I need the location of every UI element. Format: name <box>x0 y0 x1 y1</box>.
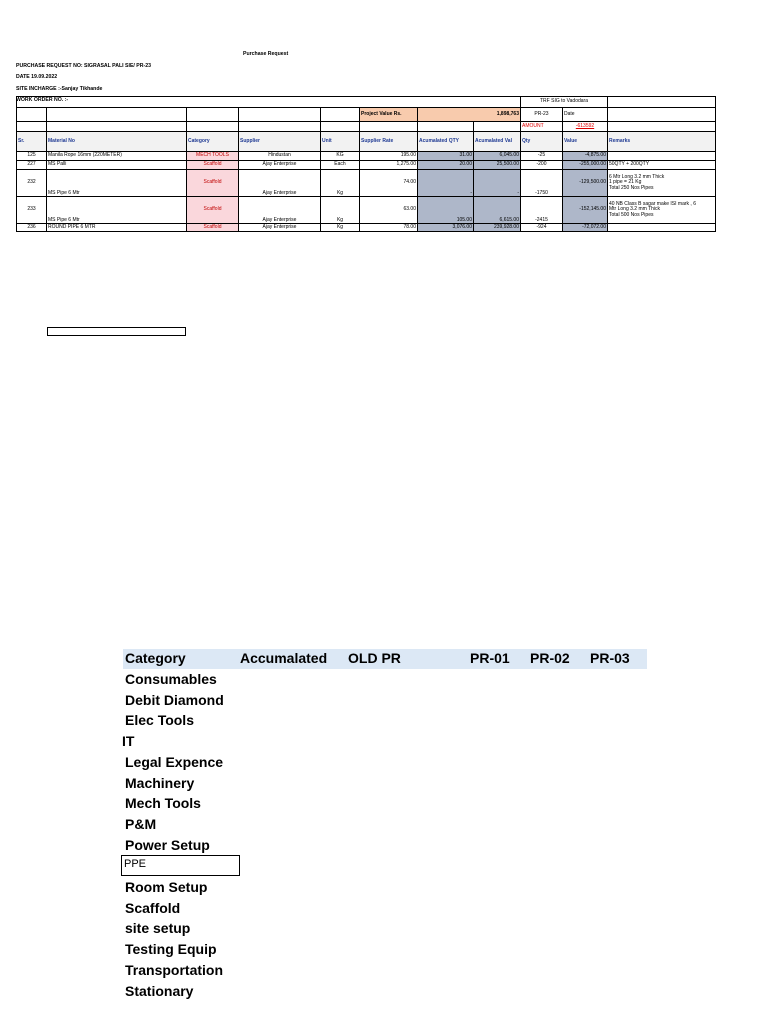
category-item: Stationary <box>125 983 194 999</box>
cell-acc-val: 6,615.00 <box>474 197 521 224</box>
cell-material: MS Pipe 6 Mtr <box>47 197 187 224</box>
col-header: Remarks <box>608 132 716 152</box>
cell-qty: -1750 <box>521 170 563 197</box>
cell-category: Scaffold <box>187 224 239 232</box>
cell-rate: 1,275.00 <box>360 161 418 170</box>
cell-sr: 227 <box>17 161 47 170</box>
cell-rate: 74.00 <box>360 170 418 197</box>
cell-category: MECH TOOLS <box>187 152 239 161</box>
col-header: Acumalated QTY <box>418 132 474 152</box>
cell-supplier: Ajay Enterprise <box>239 224 321 232</box>
category-item: IT <box>122 733 135 749</box>
category-item: Room Setup <box>125 879 208 895</box>
pr-02-header: PR-02 <box>530 650 570 666</box>
cell-acc-val: 239,928.00 <box>474 224 521 232</box>
column-header-row <box>17 132 716 152</box>
work-order-number: WORK ORDER NO. :- <box>16 97 69 103</box>
category-item: Legal Expence <box>125 754 224 770</box>
category-item: Consumables <box>125 671 217 687</box>
amount-label: AMOUNT <box>521 122 563 132</box>
cell-qty: -2415 <box>521 197 563 224</box>
remark-line: Total 250 Nos Pipes <box>609 184 654 191</box>
cell-value: -255,000.00 <box>563 161 608 170</box>
summary-row-project-value <box>17 108 716 122</box>
cell-supplier: Hindustan <box>239 152 321 161</box>
cell-acc-qty: 20.00 <box>418 161 474 170</box>
category-item: Mech Tools <box>125 795 201 811</box>
purchase-request-table <box>16 96 716 232</box>
cell-unit: Kg <box>321 170 360 197</box>
cell-sr: 236 <box>17 224 47 232</box>
table-row <box>17 152 716 161</box>
summary-row-amount <box>17 122 716 132</box>
cell-material: MS Palli <box>47 161 187 170</box>
cell-acc-qty: - <box>418 170 474 197</box>
category-header: Category <box>125 650 186 666</box>
cell-material: Manila Rope 16mm (220METER) <box>47 152 187 161</box>
cell-rate: 195.00 <box>360 152 418 161</box>
col-header: Qty <box>521 132 563 152</box>
page-title: Purchase Request <box>243 51 289 57</box>
pr-03-header: PR-03 <box>590 650 630 666</box>
cell-rate: 78.00 <box>360 224 418 232</box>
accumalated-header: Accumalated <box>240 650 328 666</box>
col-header: Supplier Rate <box>360 132 418 152</box>
cell-material: ROUND PIPE 6 MTR <box>47 224 187 232</box>
cell-remarks <box>608 224 716 232</box>
cell-unit: KG <box>321 152 360 161</box>
cell-qty: -924 <box>521 224 563 232</box>
remark-line: Total 500 Nos Pipes <box>609 211 654 218</box>
cell-acc-val: 6,045.00 <box>474 152 521 161</box>
remark-line: Mtr Long 3.2 mm Thick <box>609 206 661 213</box>
table-row <box>17 161 716 170</box>
category-item: Testing Equip <box>125 941 217 957</box>
remark-line: 6 Mtr Long 3.2 mm Thick <box>609 174 665 181</box>
cell-sr: 232 <box>17 170 47 197</box>
cell-acc-qty: 3,076.00 <box>418 224 474 232</box>
category-item: Debit Diamond <box>125 692 224 708</box>
cell-unit: Kg <box>321 224 360 232</box>
trf-cell: TRF SIG to Vadodara <box>521 97 608 108</box>
col-header: Unit <box>321 132 360 152</box>
cell-remarks: 50QTY + 200QTY <box>608 161 716 170</box>
cell-supplier: Ajay Enterprise <box>239 161 321 170</box>
site-incharge: SITE INCHARGE :-Sanjay Tikhande <box>16 86 103 92</box>
category-item: Elec Tools <box>125 712 194 728</box>
cell-remarks <box>608 170 716 197</box>
col-header: Acumalated Val <box>474 132 521 152</box>
cell-unit: Each <box>321 161 360 170</box>
cell-category: Scaffold <box>187 170 239 197</box>
cell-acc-qty: 31.00 <box>418 152 474 161</box>
cell-category: Scaffold <box>187 161 239 170</box>
summary-row-trf <box>17 97 716 108</box>
request-date: DATE 19.09.2022 <box>16 74 58 80</box>
cell-sr: 233 <box>17 197 47 224</box>
category-item: Machinery <box>125 775 195 791</box>
old-pr-header: OLD PR <box>348 650 401 666</box>
category-item: P&M <box>125 816 157 832</box>
cell-qty: -200 <box>521 161 563 170</box>
col-header: Sr. <box>17 132 47 152</box>
category-item: site setup <box>125 920 191 936</box>
category-item: Transportation <box>125 962 224 978</box>
pr-01-header: PR-01 <box>470 650 510 666</box>
cell-acc-val: 25,500.00 <box>474 161 521 170</box>
cell-sr: 125 <box>17 152 47 161</box>
amount-value: -613592 <box>563 122 608 132</box>
col-header: Material No <box>47 132 187 152</box>
cell-value: -152,145.00 <box>563 197 608 224</box>
project-value: 1,898,763 <box>418 108 521 122</box>
table-row <box>17 170 716 197</box>
table-row <box>17 224 716 232</box>
remark-line: 1 pipe = 21 Kg <box>609 179 642 186</box>
cell-rate: 63.00 <box>360 197 418 224</box>
cell-acc-qty: 105.00 <box>418 197 474 224</box>
project-value-label: Project Value Rs. <box>360 108 418 122</box>
cell-remarks <box>608 152 716 161</box>
selected-cell[interactable] <box>47 327 186 336</box>
cell-supplier: Ajay Enterprise <box>239 170 321 197</box>
category-item: Scaffold <box>125 900 181 916</box>
pr-code: PR-23 <box>521 108 563 122</box>
col-header: Category <box>187 132 239 152</box>
cell-unit: Kg <box>321 197 360 224</box>
purchase-request-number: PURCHASE REQUEST NO: SIGRASAL PALI SIE/ PR-23 <box>16 63 151 69</box>
cell-category: Scaffold <box>187 197 239 224</box>
cell-qty: -25 <box>521 152 563 161</box>
table-row <box>17 197 716 224</box>
cell-value: -4,875.00 <box>563 152 608 161</box>
col-header: Supplier <box>239 132 321 152</box>
remark-line: 40 NB Class B sagar make ISI mark , 6 <box>609 201 696 208</box>
cell-value: -72,072.00 <box>563 224 608 232</box>
col-header: Value <box>563 132 608 152</box>
cell-value: -129,500.00 <box>563 170 608 197</box>
cell-material: MS Pipe 6 Mtr <box>47 170 187 197</box>
category-item: Power Setup <box>125 837 210 853</box>
date-label: Date <box>563 108 608 122</box>
category-item: PPE <box>124 858 147 870</box>
cell-remarks <box>608 197 716 224</box>
cell-acc-val: - <box>474 170 521 197</box>
cell-supplier: Ajay Enterprise <box>239 197 321 224</box>
